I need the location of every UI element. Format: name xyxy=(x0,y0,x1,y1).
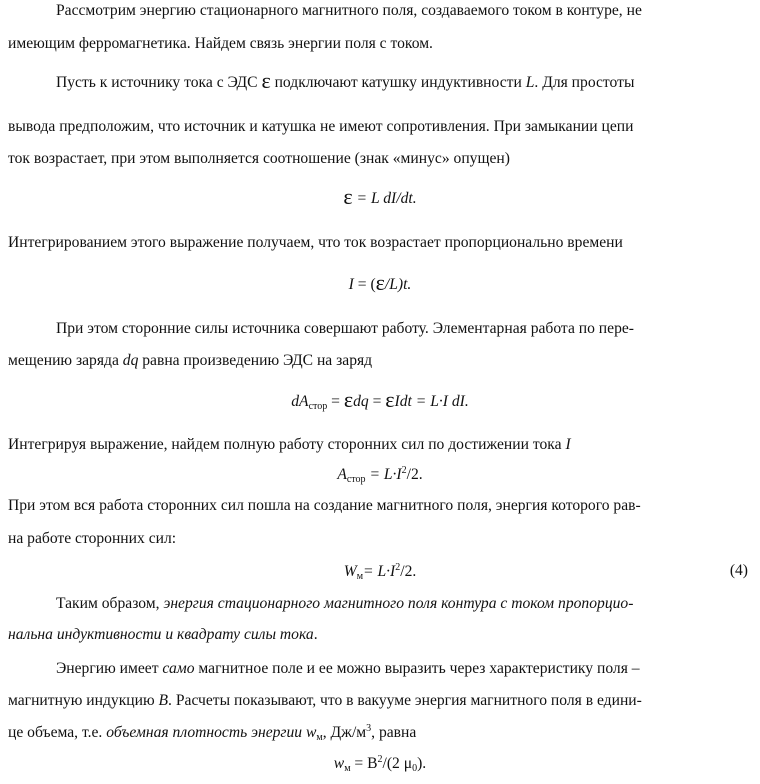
paragraph-line xyxy=(56,595,750,613)
italic-emphasis: само xyxy=(162,660,195,677)
text-span: Энергию имеет xyxy=(56,660,163,677)
text-span: равна произведению ЭДС на заряд xyxy=(138,352,373,369)
subscript: стор xyxy=(346,474,366,485)
equation-text: ). xyxy=(417,755,427,772)
subscript: м xyxy=(316,732,323,743)
equation-text: = L·I xyxy=(363,563,396,580)
subscript: стор xyxy=(308,401,328,412)
italic-symbol: B xyxy=(158,692,169,709)
text-span: Пусть к источнику тока с ЭДС xyxy=(56,74,262,91)
equation-text: = xyxy=(327,393,344,410)
equation-text: W xyxy=(343,563,357,580)
paragraph-line: Интегрированием этого выражение получаем, что ток возрастает пропорционально времени xyxy=(8,234,623,251)
equation-2 xyxy=(0,270,760,295)
text-span: . Для простоты xyxy=(534,74,635,91)
emf-symbol: ε xyxy=(385,387,395,412)
paragraph-line: имеющим ферромагнетика. Найдем связь энергии поля с током. xyxy=(8,35,433,52)
subscript: м xyxy=(356,571,364,582)
italic-emphasis: энергия стационарного магнитного поля контура с током пропорцио- xyxy=(163,595,634,612)
text-span: подключают катушку индуктивности xyxy=(270,74,526,91)
equation-text: I xyxy=(348,276,354,293)
text-span: , равна xyxy=(371,724,417,741)
paragraph-line: При этом вся работа сторонних сил пошла на создание магнитного поля, энергия которого рав- xyxy=(8,497,641,514)
subscript: 0 xyxy=(412,763,418,774)
italic-symbol: dq xyxy=(122,352,139,369)
text-span: магнитное поле и ее можно выразить через характеристику поля – xyxy=(194,660,640,677)
emf-symbol: ε xyxy=(375,270,385,295)
equation-text: dA xyxy=(291,393,309,410)
text-span: Интегрируя выражение, найдем полную работу сторонних сил по достижении тока xyxy=(8,436,566,453)
equation-6 xyxy=(0,754,760,774)
equation-text: /(2 μ xyxy=(382,755,413,772)
italic-symbol: I xyxy=(565,436,571,453)
italic-emphasis: объемная плотность энергии w xyxy=(106,724,317,741)
equation-text: A xyxy=(337,466,347,483)
paragraph-line xyxy=(8,436,750,454)
paragraph-line xyxy=(56,68,750,93)
equation-4 xyxy=(0,465,760,485)
paragraph-line: При этом сторонние силы источника совершают работу. Элементарная работа по пере- xyxy=(56,320,634,337)
equation-text: = L dI/dt. xyxy=(352,190,417,207)
text-span: це объема, т.е. xyxy=(8,724,107,741)
emf-symbol: ε xyxy=(343,184,353,209)
equation-text: = xyxy=(368,393,386,410)
equation-text: dq xyxy=(353,393,369,410)
equation-text: /2. xyxy=(400,563,417,580)
equation-number: (4) xyxy=(729,562,748,579)
paragraph-line xyxy=(8,352,750,370)
text-span: мещению заряда xyxy=(8,352,123,369)
equation-text: /2. xyxy=(406,466,423,483)
equation-5 xyxy=(0,562,760,582)
emf-symbol: ε xyxy=(261,68,271,93)
equation-text: = B xyxy=(350,755,378,772)
italic-symbol: L xyxy=(525,74,535,91)
equation-1 xyxy=(0,184,760,209)
equation-text: = L·I dI. xyxy=(411,393,469,410)
superscript: 3 xyxy=(366,723,372,734)
equation-text: /L)t. xyxy=(384,276,412,293)
superscript: 2 xyxy=(377,754,383,765)
superscript: 2 xyxy=(401,465,407,476)
equation-text: = ( xyxy=(353,276,376,293)
equation-text: Idt xyxy=(394,393,412,410)
subscript: м xyxy=(344,763,351,774)
text-span: . xyxy=(313,626,318,643)
equation-text: = L·I xyxy=(365,466,402,483)
paragraph-line: на работе сторонних сил: xyxy=(8,530,177,547)
equation-text: w xyxy=(333,755,345,772)
emf-symbol: ε xyxy=(343,387,354,412)
paragraph-line xyxy=(8,723,750,743)
text-span: , Дж/м xyxy=(322,724,367,741)
paragraph-line: ток возрастает, при этом выполняется соотношение (знак «минус» опущен) xyxy=(8,150,510,167)
text-span: . Расчеты показывают, что в вакууме энергия магнитного поля в едини- xyxy=(168,692,642,709)
equation-3 xyxy=(0,387,760,412)
paragraph-line: Рассмотрим энергию стационарного магнитного поля, создаваемого током в контуре, не xyxy=(56,2,642,19)
paragraph-line xyxy=(56,660,750,678)
paragraph-line xyxy=(8,626,750,644)
italic-emphasis: нальна индуктивности и квадрату силы тока xyxy=(8,626,314,643)
paragraph-line xyxy=(8,692,750,710)
superscript: 2 xyxy=(395,562,401,573)
text-span: магнитную индукцию xyxy=(8,692,159,709)
paragraph-line: вывода предположим, что источник и катушка не имеют сопротивления. При замыкании цепи xyxy=(8,118,634,135)
text-span: Таким образом, xyxy=(56,595,164,612)
